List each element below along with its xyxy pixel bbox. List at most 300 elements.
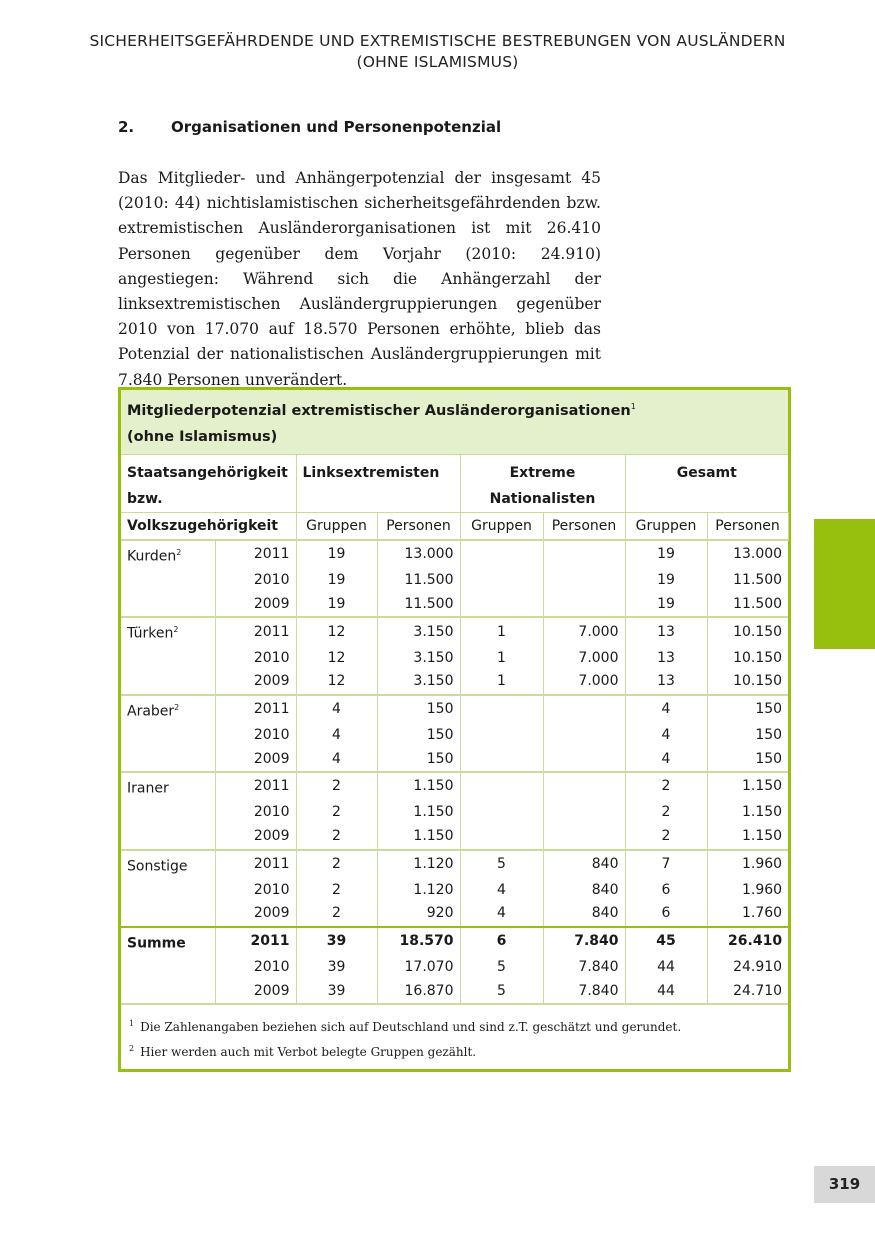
header-left-extremists: Linksextremisten — [296, 454, 460, 512]
row-year-value: 2011 — [253, 701, 290, 718]
footnote-text: Die Zahlenangaben beziehen sich auf Deutschland und sind z.T. geschätzt und gerundet. — [140, 1020, 682, 1035]
subheader-groups: Gruppen — [460, 512, 543, 540]
row-label — [121, 724, 215, 748]
header-extreme-line-2: Nationalisten — [489, 490, 596, 507]
table-row — [121, 569, 788, 593]
cell-total-persons-value: 13.000 — [733, 546, 783, 563]
cell-left-persons-value: 150 — [426, 701, 454, 718]
cell-total-persons — [707, 825, 788, 850]
subheader-groups: Gruppen — [625, 512, 707, 540]
cell-left-persons-value: 17.070 — [404, 959, 454, 976]
cell-extreme-persons — [543, 772, 625, 801]
row-year-value: 2011 — [253, 855, 290, 872]
table-row — [121, 540, 788, 569]
row-year-value: 2010 — [253, 649, 290, 666]
cell-extreme-persons — [543, 724, 625, 748]
cell-extreme-groups — [460, 956, 543, 980]
cell-left-groups-value: 2 — [332, 827, 341, 844]
cell-extreme-persons — [543, 956, 625, 980]
cell-left-groups-value: 4 — [332, 750, 341, 767]
row-label-value: Kurden — [127, 548, 177, 565]
row-label-value: Araber — [127, 703, 175, 720]
header-extreme-line-1: Extreme — [509, 464, 576, 481]
cell-total-groups-value: 19 — [657, 546, 675, 563]
table-row — [121, 647, 788, 671]
row-label-footnote-ref: 2 — [174, 702, 180, 712]
row-year-value: 2010 — [253, 804, 290, 821]
row-year — [215, 927, 296, 956]
cell-total-persons — [707, 772, 788, 801]
cell-total-groups-value: 2 — [661, 827, 671, 844]
cell-total-persons-value: 10.150 — [733, 623, 783, 640]
cell-total-persons — [707, 569, 788, 593]
cell-left-persons-value: 1.150 — [413, 778, 454, 795]
row-label — [121, 670, 215, 695]
cell-extreme-groups — [460, 902, 543, 927]
footnote-number: 2 — [129, 1044, 135, 1054]
cell-left-persons-value: 1.150 — [413, 804, 454, 821]
cell-left-persons-value: 1.120 — [413, 881, 454, 898]
cell-extreme-groups — [460, 801, 543, 825]
table-row — [121, 850, 788, 879]
cell-total-persons-value: 24.710 — [733, 982, 783, 999]
row-label — [121, 850, 215, 879]
table-row — [121, 695, 788, 724]
cell-extreme-persons-value: 7.840 — [578, 982, 619, 999]
cell-total-persons — [707, 670, 788, 695]
cell-left-groups-value: 4 — [332, 701, 341, 718]
cell-extreme-groups-value: 1 — [497, 649, 506, 666]
cell-extreme-groups — [460, 647, 543, 671]
row-label-footnote-ref: 2 — [176, 547, 182, 557]
cell-left-groups-value: 2 — [332, 905, 341, 922]
cell-left-persons-value: 11.500 — [404, 595, 454, 612]
row-label-value: Iraner — [127, 780, 169, 797]
row-label-footnote-ref: 2 — [173, 625, 179, 635]
row-label — [121, 801, 215, 825]
cell-left-groups-value: 39 — [326, 933, 347, 950]
row-year-value: 2011 — [253, 623, 290, 640]
cell-extreme-groups — [460, 980, 543, 1004]
cell-total-persons-value: 150 — [755, 726, 783, 743]
row-label — [121, 956, 215, 980]
row-year-value: 2009 — [253, 982, 290, 999]
cell-total-persons-value: 1.150 — [741, 804, 783, 821]
cell-total-groups — [625, 695, 707, 724]
subheader-persons: Personen — [543, 512, 625, 540]
cell-extreme-groups-value: 1 — [497, 623, 506, 640]
row-label — [121, 748, 215, 773]
cell-left-groups-value: 39 — [327, 959, 346, 976]
cell-total-groups-value: 45 — [656, 933, 676, 950]
cell-extreme-persons — [543, 647, 625, 671]
cell-total-groups — [625, 956, 707, 980]
row-year — [215, 670, 296, 695]
cell-total-persons-value: 10.150 — [733, 649, 783, 666]
table-subheader-row — [121, 512, 788, 540]
row-year — [215, 850, 296, 879]
cell-extreme-persons — [543, 540, 625, 569]
table-row — [121, 980, 788, 1004]
cell-total-groups — [625, 850, 707, 879]
cell-extreme-persons — [543, 879, 625, 903]
cell-extreme-groups — [460, 825, 543, 850]
cell-total-persons-value: 11.500 — [733, 572, 783, 589]
cell-extreme-groups-value: 1 — [497, 673, 506, 690]
row-label — [121, 980, 215, 1004]
running-header-line-1: SICHERHEITSGEFÄHRDENDE UND EXTREMISTISCHE BESTREBUNGEN VON AUSLÄNDERN — [89, 32, 786, 50]
row-year — [215, 772, 296, 801]
cell-total-persons-value: 150 — [755, 701, 783, 718]
cell-left-persons-value: 18.570 — [399, 933, 454, 950]
table-title-footnote-ref: 1 — [630, 402, 636, 411]
row-year-value: 2009 — [253, 595, 290, 612]
cell-total-persons — [707, 956, 788, 980]
row-label — [121, 593, 215, 618]
row-year — [215, 647, 296, 671]
cell-extreme-groups — [460, 569, 543, 593]
cell-extreme-groups — [460, 772, 543, 801]
table-row — [121, 748, 788, 773]
cell-total-persons — [707, 617, 788, 646]
table-row — [121, 902, 788, 927]
row-year-value: 2010 — [253, 572, 290, 589]
row-year-value: 2009 — [253, 673, 290, 690]
cell-total-groups — [625, 879, 707, 903]
cell-total-groups — [625, 927, 707, 956]
cell-extreme-groups — [460, 617, 543, 646]
cell-total-groups — [625, 825, 707, 850]
cell-left-persons — [377, 825, 460, 850]
cell-total-groups — [625, 724, 707, 748]
cell-extreme-persons — [543, 825, 625, 850]
table-row — [121, 927, 788, 956]
data-table — [121, 390, 789, 1003]
table-row — [121, 593, 788, 618]
cell-left-groups — [296, 850, 377, 879]
cell-total-persons — [707, 980, 788, 1004]
cell-total-groups — [625, 902, 707, 927]
cell-total-groups-value: 4 — [661, 726, 671, 743]
cell-left-groups-value: 2 — [332, 855, 341, 872]
table-row — [121, 801, 788, 825]
cell-extreme-groups — [460, 695, 543, 724]
cell-total-persons — [707, 540, 788, 569]
cell-left-groups — [296, 927, 377, 956]
footnote-number: 1 — [129, 1019, 135, 1029]
cell-extreme-persons — [543, 748, 625, 773]
cell-extreme-persons-value: 840 — [591, 905, 619, 922]
cell-total-groups-value: 4 — [661, 750, 671, 767]
cell-total-persons — [707, 695, 788, 724]
cell-total-groups — [625, 569, 707, 593]
cell-extreme-groups — [460, 670, 543, 695]
cell-total-persons-value: 24.910 — [733, 959, 783, 976]
header-nationality — [121, 454, 296, 512]
cell-total-groups-value: 6 — [661, 881, 671, 898]
cell-extreme-persons — [543, 670, 625, 695]
cell-left-persons-value: 3.150 — [413, 623, 454, 640]
row-year-value: 2011 — [250, 933, 290, 950]
section-title: Organisationen und Personenpotenzial — [171, 118, 502, 136]
cell-total-persons-value: 150 — [755, 750, 783, 767]
cell-left-groups — [296, 980, 377, 1004]
cell-total-groups — [625, 593, 707, 618]
cell-left-groups-value: 19 — [327, 595, 346, 612]
subheader-persons: Personen — [707, 512, 788, 540]
cell-left-persons — [377, 980, 460, 1004]
cell-total-groups-value: 13 — [657, 623, 675, 640]
table-row — [121, 670, 788, 695]
cell-left-persons — [377, 647, 460, 671]
cell-left-groups — [296, 593, 377, 618]
cell-left-groups — [296, 670, 377, 695]
row-year — [215, 569, 296, 593]
cell-left-groups — [296, 540, 377, 569]
cell-total-groups-value: 2 — [661, 778, 671, 795]
row-label — [121, 772, 215, 801]
cell-extreme-groups — [460, 879, 543, 903]
cell-extreme-persons-value: 7.840 — [578, 959, 619, 976]
cell-left-persons — [377, 748, 460, 773]
cell-left-groups — [296, 617, 377, 646]
cell-total-persons-value: 26.410 — [728, 933, 783, 950]
footnote-text: Hier werden auch mit Verbot belegte Gruppen gezählt. — [140, 1045, 477, 1060]
chapter-tab-marker — [814, 519, 875, 649]
cell-extreme-groups — [460, 927, 543, 956]
row-label-value: Sonstige — [127, 858, 188, 875]
cell-left-persons — [377, 801, 460, 825]
cell-left-groups-value: 2 — [332, 778, 341, 795]
cell-extreme-groups-value: 6 — [496, 933, 507, 950]
cell-total-persons — [707, 593, 788, 618]
cell-total-groups-value: 7 — [661, 855, 671, 872]
cell-left-groups-value: 39 — [327, 982, 346, 999]
cell-extreme-persons-value: 840 — [591, 881, 619, 898]
cell-extreme-groups — [460, 850, 543, 879]
row-label — [121, 540, 215, 569]
cell-left-persons-value: 13.000 — [404, 546, 454, 563]
cell-total-persons-value: 1.150 — [741, 778, 783, 795]
table-row — [121, 956, 788, 980]
footnote — [129, 1038, 780, 1063]
cell-total-groups-value: 4 — [661, 701, 671, 718]
row-year-value: 2009 — [253, 905, 290, 922]
row-year — [215, 724, 296, 748]
cell-left-groups — [296, 695, 377, 724]
cell-total-groups — [625, 540, 707, 569]
table-row — [121, 724, 788, 748]
table-footnotes — [121, 1003, 788, 1069]
cell-left-persons — [377, 927, 460, 956]
body-paragraph: Das Mitglieder- und Anhängerpotenzial der insgesamt 45 (2010: 44) nichtislamistischen sicherheitsgefährdenden bzw. extremistischen Ausländerorganisationen ist mit 26.410 Personen gegenüber dem Vorjahr (2010: 24.910) angestiegen: Während sich die Anhängerzahl der linksextremistischen Ausländergruppierungen gegenüber 2010 von 17.070 auf 18.570 Personen erhöhte, blieb das Potenzial der nationalistischen Ausländergruppierungen mit 7.840 Personen unverändert. — [118, 169, 601, 389]
subheader-groups: Gruppen — [296, 512, 377, 540]
cell-extreme-persons-value: 7.000 — [578, 623, 619, 640]
subheader-persons: Personen — [377, 512, 460, 540]
cell-total-persons-value: 1.960 — [741, 855, 783, 872]
cell-total-groups-value: 44 — [657, 959, 675, 976]
cell-left-persons — [377, 569, 460, 593]
row-year — [215, 902, 296, 927]
cell-extreme-persons — [543, 569, 625, 593]
row-year-value: 2009 — [253, 750, 290, 767]
cell-extreme-persons — [543, 850, 625, 879]
cell-total-persons — [707, 927, 788, 956]
cell-left-groups — [296, 956, 377, 980]
cell-total-groups — [625, 647, 707, 671]
row-label — [121, 927, 215, 956]
table-row — [121, 825, 788, 850]
cell-left-persons — [377, 670, 460, 695]
section-heading — [118, 118, 501, 136]
footnote — [129, 1013, 780, 1038]
row-year — [215, 956, 296, 980]
cell-left-persons-value: 150 — [426, 750, 454, 767]
header-nationality-line-3: Volkszugehörigkeit — [121, 512, 296, 540]
cell-extreme-groups — [460, 724, 543, 748]
table-title-line-1: Mitgliederpotenzial extremistischer Ausländerorganisationen — [127, 402, 631, 419]
cell-left-groups — [296, 647, 377, 671]
row-label-value: Türken — [127, 625, 174, 642]
table-title-line-2: (ohne Islamismus) — [127, 428, 278, 445]
row-year — [215, 593, 296, 618]
cell-extreme-groups — [460, 540, 543, 569]
row-year-value: 2009 — [253, 827, 290, 844]
cell-total-groups — [625, 670, 707, 695]
cell-total-persons-value: 10.150 — [733, 673, 783, 690]
cell-extreme-persons — [543, 902, 625, 927]
cell-left-groups-value: 12 — [327, 649, 346, 666]
cell-total-persons-value: 11.500 — [733, 595, 783, 612]
cell-total-groups — [625, 801, 707, 825]
table-row — [121, 772, 788, 801]
cell-extreme-persons-value: 7.840 — [574, 933, 619, 950]
row-label — [121, 647, 215, 671]
cell-left-persons-value: 16.870 — [404, 982, 454, 999]
cell-left-persons — [377, 695, 460, 724]
row-year — [215, 748, 296, 773]
cell-left-groups — [296, 748, 377, 773]
cell-left-persons — [377, 724, 460, 748]
cell-total-persons — [707, 647, 788, 671]
cell-extreme-persons — [543, 980, 625, 1004]
table-title — [121, 390, 788, 454]
cell-left-groups-value: 2 — [332, 881, 341, 898]
cell-left-persons-value: 150 — [426, 726, 454, 743]
row-year — [215, 617, 296, 646]
cell-left-persons — [377, 593, 460, 618]
cell-left-groups-value: 19 — [327, 572, 346, 589]
table-row — [121, 617, 788, 646]
header-total: Gesamt — [625, 454, 788, 512]
cell-extreme-persons — [543, 927, 625, 956]
cell-total-groups-value: 19 — [657, 572, 675, 589]
cell-extreme-persons — [543, 617, 625, 646]
row-year — [215, 540, 296, 569]
cell-extreme-persons-value: 7.000 — [578, 673, 619, 690]
row-label — [121, 879, 215, 903]
cell-left-persons-value: 3.150 — [413, 649, 454, 666]
row-year — [215, 801, 296, 825]
cell-extreme-groups-value: 4 — [497, 905, 506, 922]
row-label — [121, 825, 215, 850]
membership-table — [118, 387, 791, 1072]
cell-extreme-groups-value: 5 — [497, 959, 506, 976]
page-number: 319 — [814, 1166, 875, 1203]
cell-total-groups — [625, 980, 707, 1004]
cell-extreme-persons-value: 840 — [591, 855, 619, 872]
cell-total-persons-value: 1.760 — [741, 905, 783, 922]
cell-total-groups-value: 19 — [657, 595, 675, 612]
cell-total-groups — [625, 617, 707, 646]
cell-left-persons-value: 1.120 — [413, 855, 454, 872]
table-row — [121, 879, 788, 903]
cell-left-groups — [296, 879, 377, 903]
cell-total-persons-value: 1.150 — [741, 827, 783, 844]
cell-left-persons — [377, 902, 460, 927]
cell-left-groups — [296, 772, 377, 801]
cell-left-persons-value: 920 — [426, 905, 454, 922]
cell-extreme-groups — [460, 593, 543, 618]
cell-left-groups-value: 4 — [332, 726, 341, 743]
cell-total-groups-value: 13 — [657, 673, 675, 690]
cell-total-persons — [707, 801, 788, 825]
cell-total-persons — [707, 850, 788, 879]
cell-extreme-groups-value: 5 — [497, 982, 506, 999]
cell-total-groups-value: 2 — [661, 804, 671, 821]
cell-left-groups — [296, 724, 377, 748]
row-label — [121, 695, 215, 724]
header-nationality-line-2: bzw. — [127, 490, 163, 507]
cell-total-groups-value: 44 — [657, 982, 675, 999]
row-label — [121, 569, 215, 593]
cell-left-persons-value: 11.500 — [404, 572, 454, 589]
section-number: 2. — [118, 118, 135, 136]
cell-extreme-groups-value: 5 — [497, 855, 506, 872]
row-year — [215, 879, 296, 903]
cell-left-persons — [377, 956, 460, 980]
cell-left-persons — [377, 772, 460, 801]
cell-total-groups — [625, 748, 707, 773]
cell-left-persons-value: 1.150 — [413, 827, 454, 844]
cell-extreme-persons — [543, 593, 625, 618]
cell-total-persons — [707, 879, 788, 903]
cell-left-persons — [377, 617, 460, 646]
cell-left-persons-value: 3.150 — [413, 673, 454, 690]
row-label — [121, 902, 215, 927]
cell-left-groups — [296, 801, 377, 825]
cell-total-persons — [707, 724, 788, 748]
cell-left-groups — [296, 825, 377, 850]
cell-total-persons-value: 1.960 — [741, 881, 783, 898]
row-year-value: 2010 — [253, 881, 290, 898]
table-title-row — [121, 390, 788, 454]
row-year-value: 2011 — [253, 546, 290, 563]
cell-left-persons — [377, 879, 460, 903]
table-header-row — [121, 454, 788, 512]
cell-total-persons — [707, 748, 788, 773]
cell-extreme-groups — [460, 748, 543, 773]
row-label-value: Summe — [127, 935, 186, 952]
cell-left-groups-value: 19 — [327, 546, 346, 563]
cell-extreme-groups-value: 4 — [497, 881, 506, 898]
cell-total-groups-value: 6 — [661, 905, 671, 922]
cell-left-groups-value: 2 — [332, 804, 341, 821]
cell-extreme-persons-value: 7.000 — [578, 649, 619, 666]
row-year — [215, 825, 296, 850]
cell-left-groups — [296, 569, 377, 593]
cell-extreme-persons — [543, 695, 625, 724]
